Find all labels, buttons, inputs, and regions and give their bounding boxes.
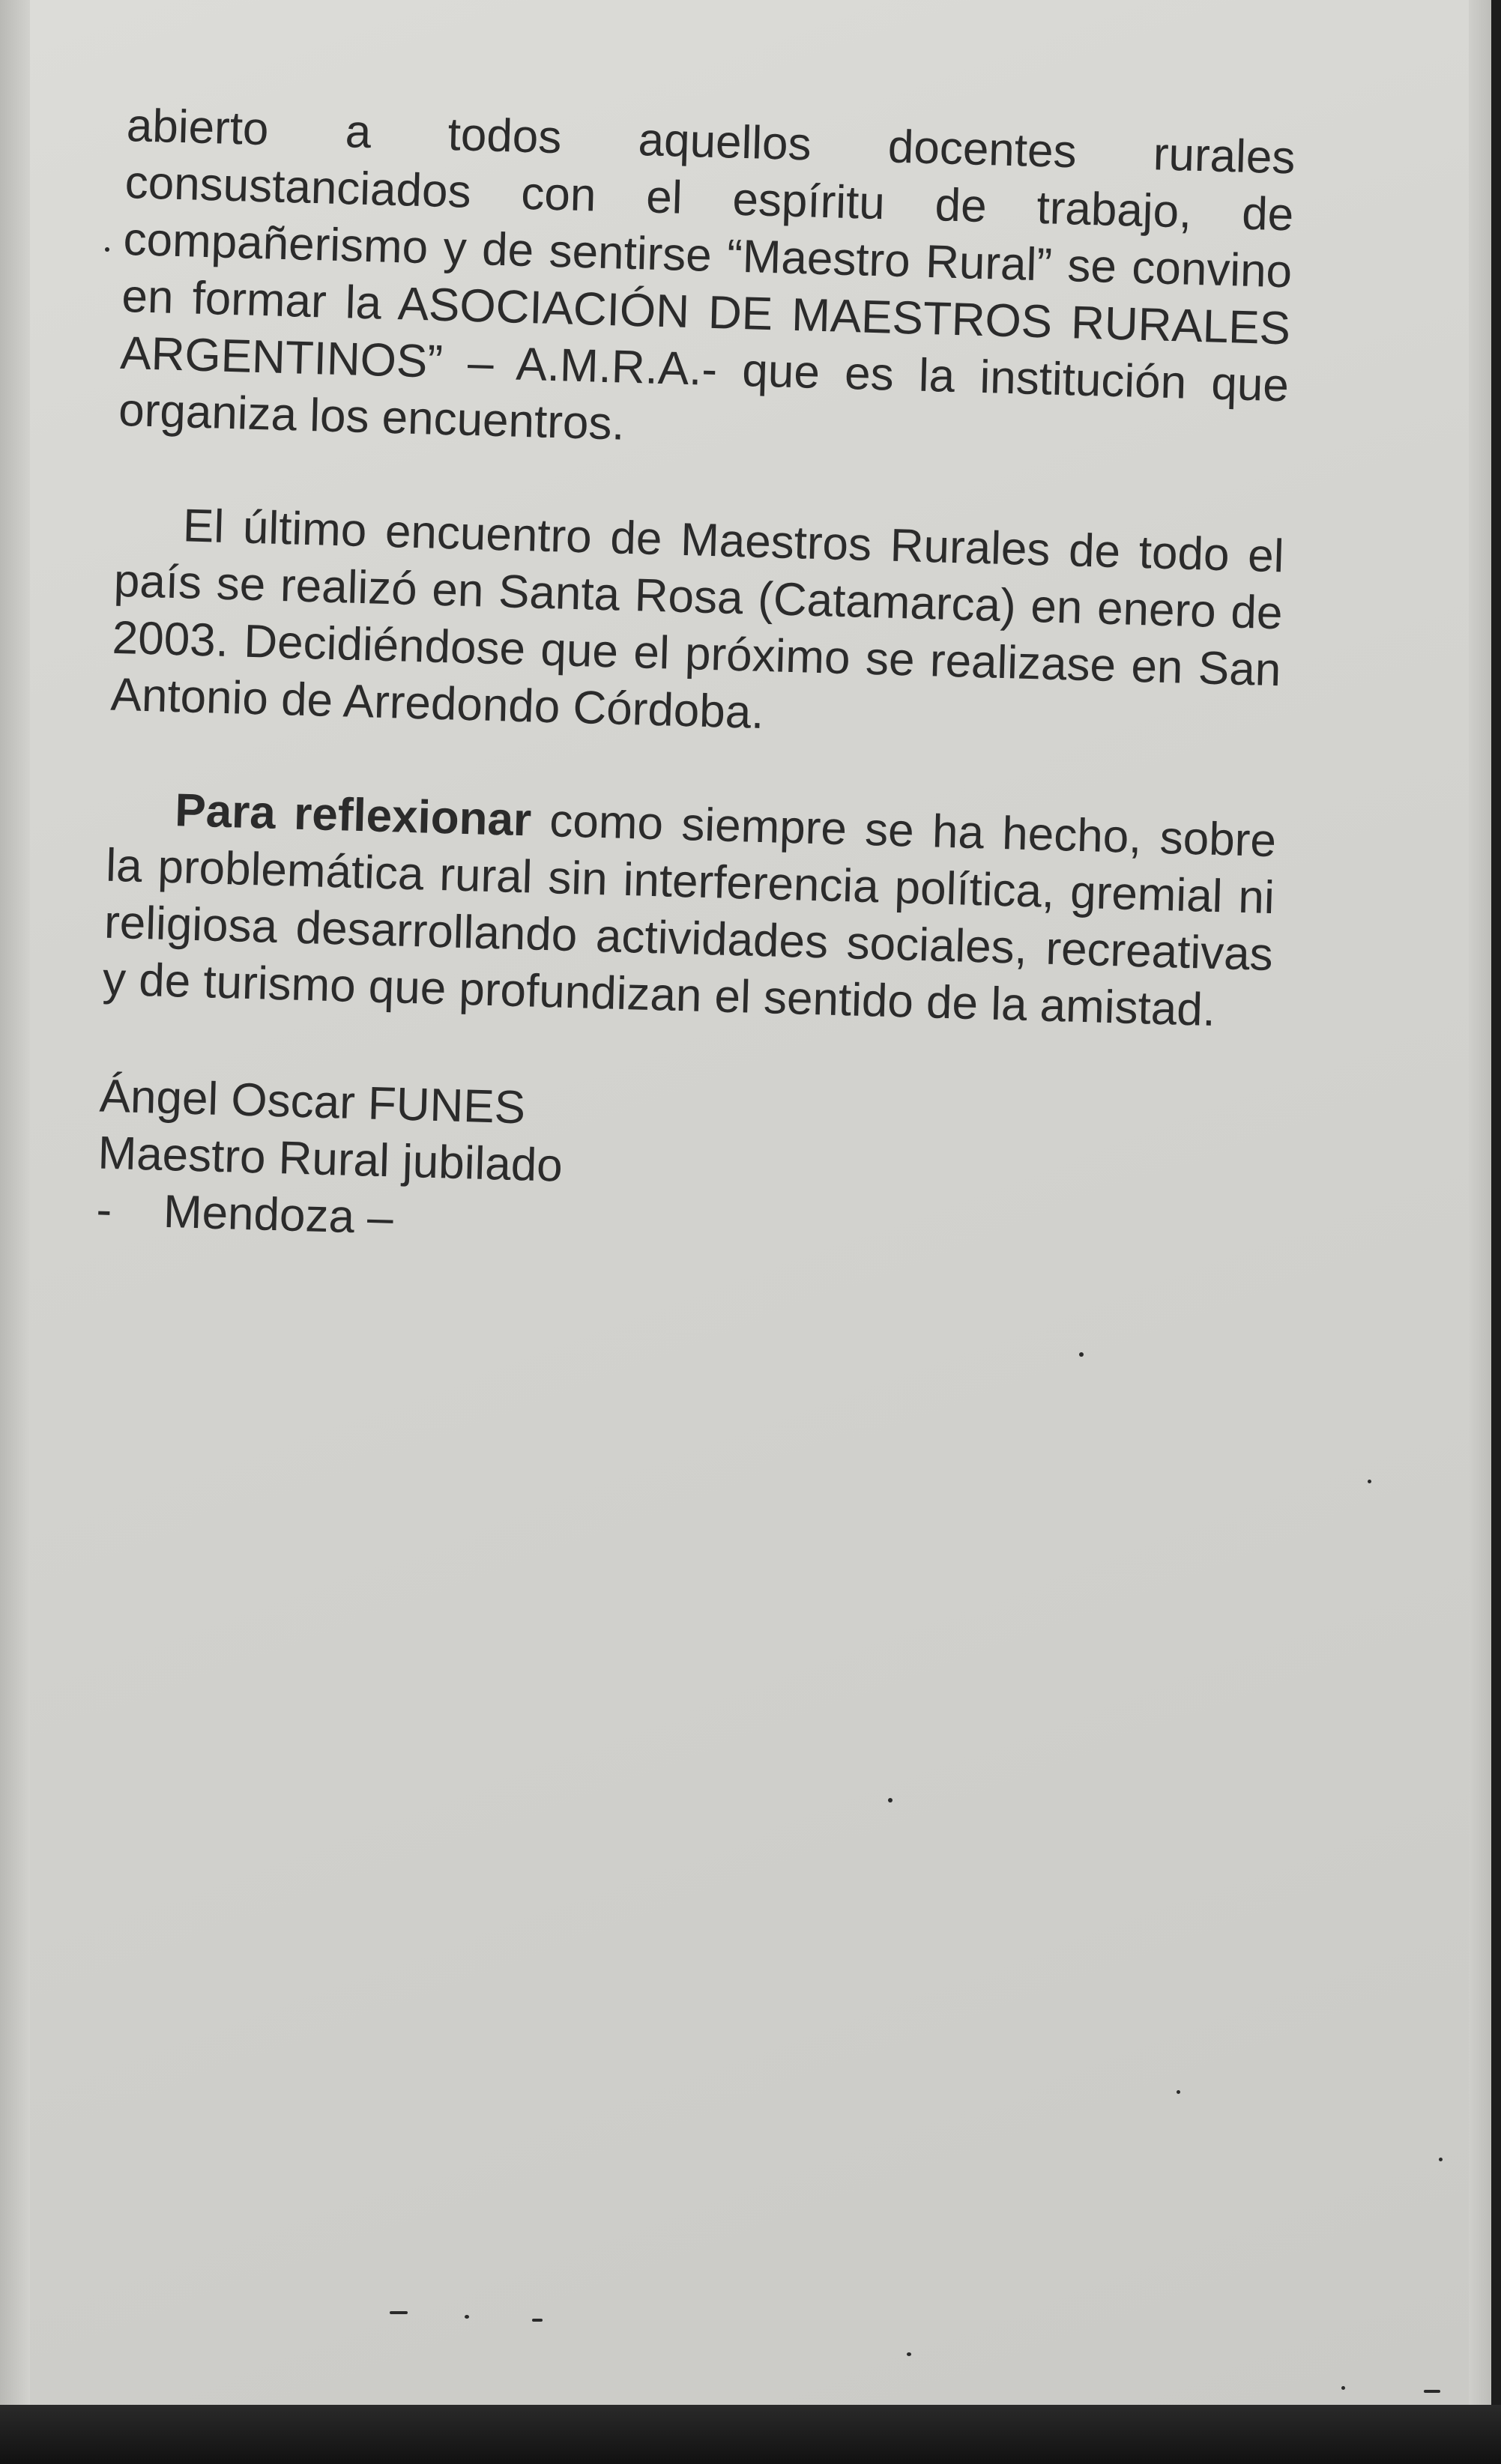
signature-title: Maestro Rural jubilado: [97, 1127, 564, 1192]
reflection-text: como siempre se ha hecho, sobre la problemática rural sin interferencia política, gremial ni religiosa desarrollando actividades sociales, recreativas y de turismo que profundizan el sentido de la amistad.: [102, 794, 1277, 1037]
print-speck: [1177, 2090, 1180, 2094]
print-speck: [105, 247, 109, 252]
print-speck: [1079, 1352, 1084, 1357]
print-speck: [1368, 1480, 1371, 1483]
print-speck: [532, 2319, 543, 2322]
signature-place: - Mendoza –: [95, 1184, 394, 1244]
paragraph-last-meeting: El último encuentro de Maestros Rurales de todo el país se realizó en Santa Rosa (Catamarca) en enero de 2003. Decidiéndose que el próximo se realizase en San Antonio de Arredondo Córdoba.: [109, 500, 1285, 739]
paragraph-amra: abierto a todos aquellos docentes rurales consustanciados con el espíritu de trabajo, de compañerismo y de sentirse “Maestro Rural” se convino en formar la ASOCIACIÓN DE MAESTROS RURALES ARGENTINOS” – A.M.R.A.- que es la institución que organiza los encuentros.: [118, 99, 1296, 450]
print-speck: [1439, 2158, 1443, 2161]
reflection-lead: Para reflexionar: [174, 784, 533, 847]
page-right-edge: [1469, 0, 1491, 2405]
signature-name: Ángel Oscar FUNES: [98, 1070, 527, 1134]
print-speck: [1341, 2386, 1345, 2390]
page-left-edge: [0, 0, 30, 2405]
document-body: [95, 97, 1296, 1271]
signature-block: [95, 1068, 1269, 1271]
print-speck: [1424, 2390, 1440, 2393]
print-speck: [888, 1798, 893, 1802]
print-speck: [907, 2352, 911, 2356]
print-speck: [465, 2315, 469, 2319]
paragraph-reflection: [102, 781, 1277, 1041]
background-shadow: [0, 2405, 1501, 2464]
print-speck: [390, 2311, 408, 2314]
